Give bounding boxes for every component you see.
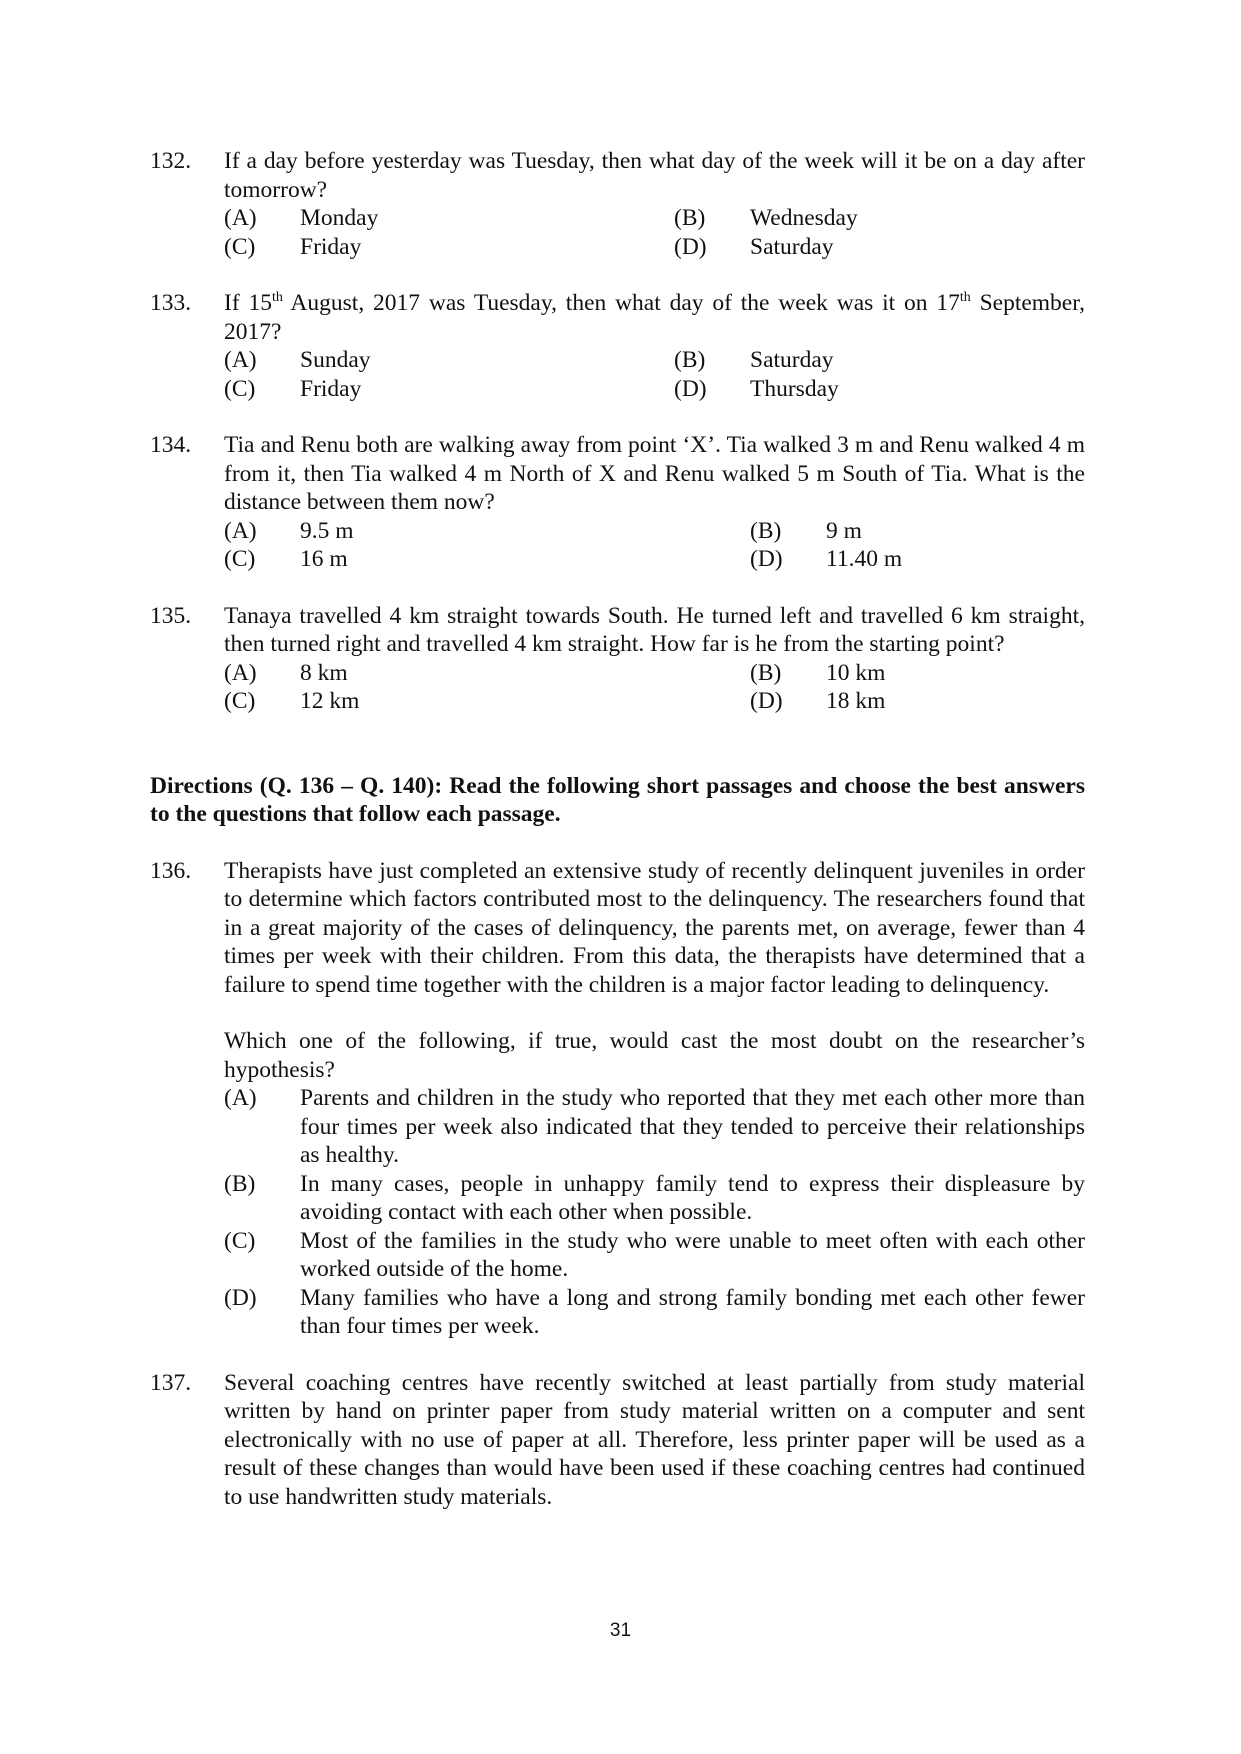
option-c: (C) 12 km: [224, 688, 360, 714]
option-a: (A) 9.5 m: [224, 517, 354, 544]
question-136: [150, 857, 1085, 1341]
question-text: Which one of the following, if true, would cast the most doubt on the researcher’s hypothesis?: [224, 1028, 1085, 1083]
question-text: Tia and Renu both are walking away from point ‘X’. Tia walked 3 m and Renu walked 4 m from it, then Tia walked 4 m North of X and Renu walked 5 m South of Tia. What is the distance between them now?: [224, 432, 1085, 515]
option-a: (A) 8 km: [224, 659, 348, 686]
option-c: (C) Most of the families in the study who were unable to meet often with each other worked outside of the home.: [224, 1227, 1085, 1282]
option-d: (D) 18 km: [750, 688, 886, 714]
question-137: [150, 1369, 1085, 1512]
option-b: (B) Saturday: [674, 347, 834, 373]
option-c: (C) Friday: [224, 233, 362, 260]
passage-text: Several coaching centres have recently switched at least partially from study material written by hand on printer paper from study material written on a computer and sent electronically with no use of paper at all. Therefore, less printer paper will be used as a result of these changes than would have been used if these coaching centres had continued to use handwritten study materials.: [224, 1369, 1085, 1510]
question-132: [150, 147, 1085, 261]
option-b: (B) Wednesday: [674, 205, 858, 231]
option-a: (A) Sunday: [224, 347, 371, 373]
question-number: 136.: [150, 857, 192, 884]
directions-text: Directions (Q. 136 – Q. 140): Read the following short passages and choose the best answers to the questions that follow each passage.: [150, 772, 1085, 827]
option-d: (D) 11.40 m: [750, 546, 903, 572]
page-number: 31: [609, 1620, 632, 1641]
option-d: (D) Thursday: [674, 375, 839, 402]
passage-text: Therapists have just completed an extensive study of recently delinquent juveniles in order to determine which factors contributed most to the delinquency. The researchers found that in a great majority of the cases of delinquency, the parents met, on average, fewer than 4 times per week with their children. From this data, the therapists have determined that a failure to spend time together with the children is a major factor leading to delinquency.: [224, 857, 1085, 998]
question-text: If a day before yesterday was Tuesday, then what day of the week will it be on a day after tomorrow?: [224, 148, 1085, 203]
question-number: 133.: [150, 290, 192, 316]
question-135: [150, 602, 1085, 716]
options: [224, 204, 1085, 261]
option-b: (B) 10 km: [750, 659, 886, 686]
options: [224, 346, 1085, 403]
exam-page: [150, 147, 1085, 1511]
question-text: If 15th August, 2017 was Tuesday, then what day of the week was it on 17th September, 2017?: [224, 290, 1085, 345]
option-a: (A) Parents and children in the study who reported that they met each other more than four times per week also indicated that they tended to perceive their relationships as healthy.: [224, 1085, 1085, 1168]
question-text: Tanaya travelled 4 km straight towards South. He turned left and travelled 6 km straight, then turned right and travelled 4 km straight. How far is he from the starting point?: [224, 602, 1085, 657]
question-133: [150, 289, 1085, 403]
option-b: (B) In many cases, people in unhappy family tend to express their displeasure by avoiding contact with each other when possible.: [224, 1170, 1085, 1225]
option-a: (A) Monday: [224, 205, 379, 231]
question-134: [150, 431, 1085, 574]
option-b: (B) 9 m: [750, 517, 862, 544]
question-number: 134.: [150, 432, 192, 458]
options: [224, 659, 1085, 716]
question-number: 137.: [150, 1369, 192, 1396]
option-d: (D) Saturday: [674, 233, 834, 260]
question-number: 135.: [150, 602, 192, 629]
question-number: 132.: [150, 148, 192, 174]
option-c: (C) Friday: [224, 375, 362, 402]
options: [224, 517, 1085, 574]
option-d: (D) Many families who have a long and strong family bonding met each other fewer than four times per week.: [224, 1284, 1085, 1339]
option-c: (C) 16 m: [224, 546, 348, 572]
options: [224, 1084, 1085, 1341]
